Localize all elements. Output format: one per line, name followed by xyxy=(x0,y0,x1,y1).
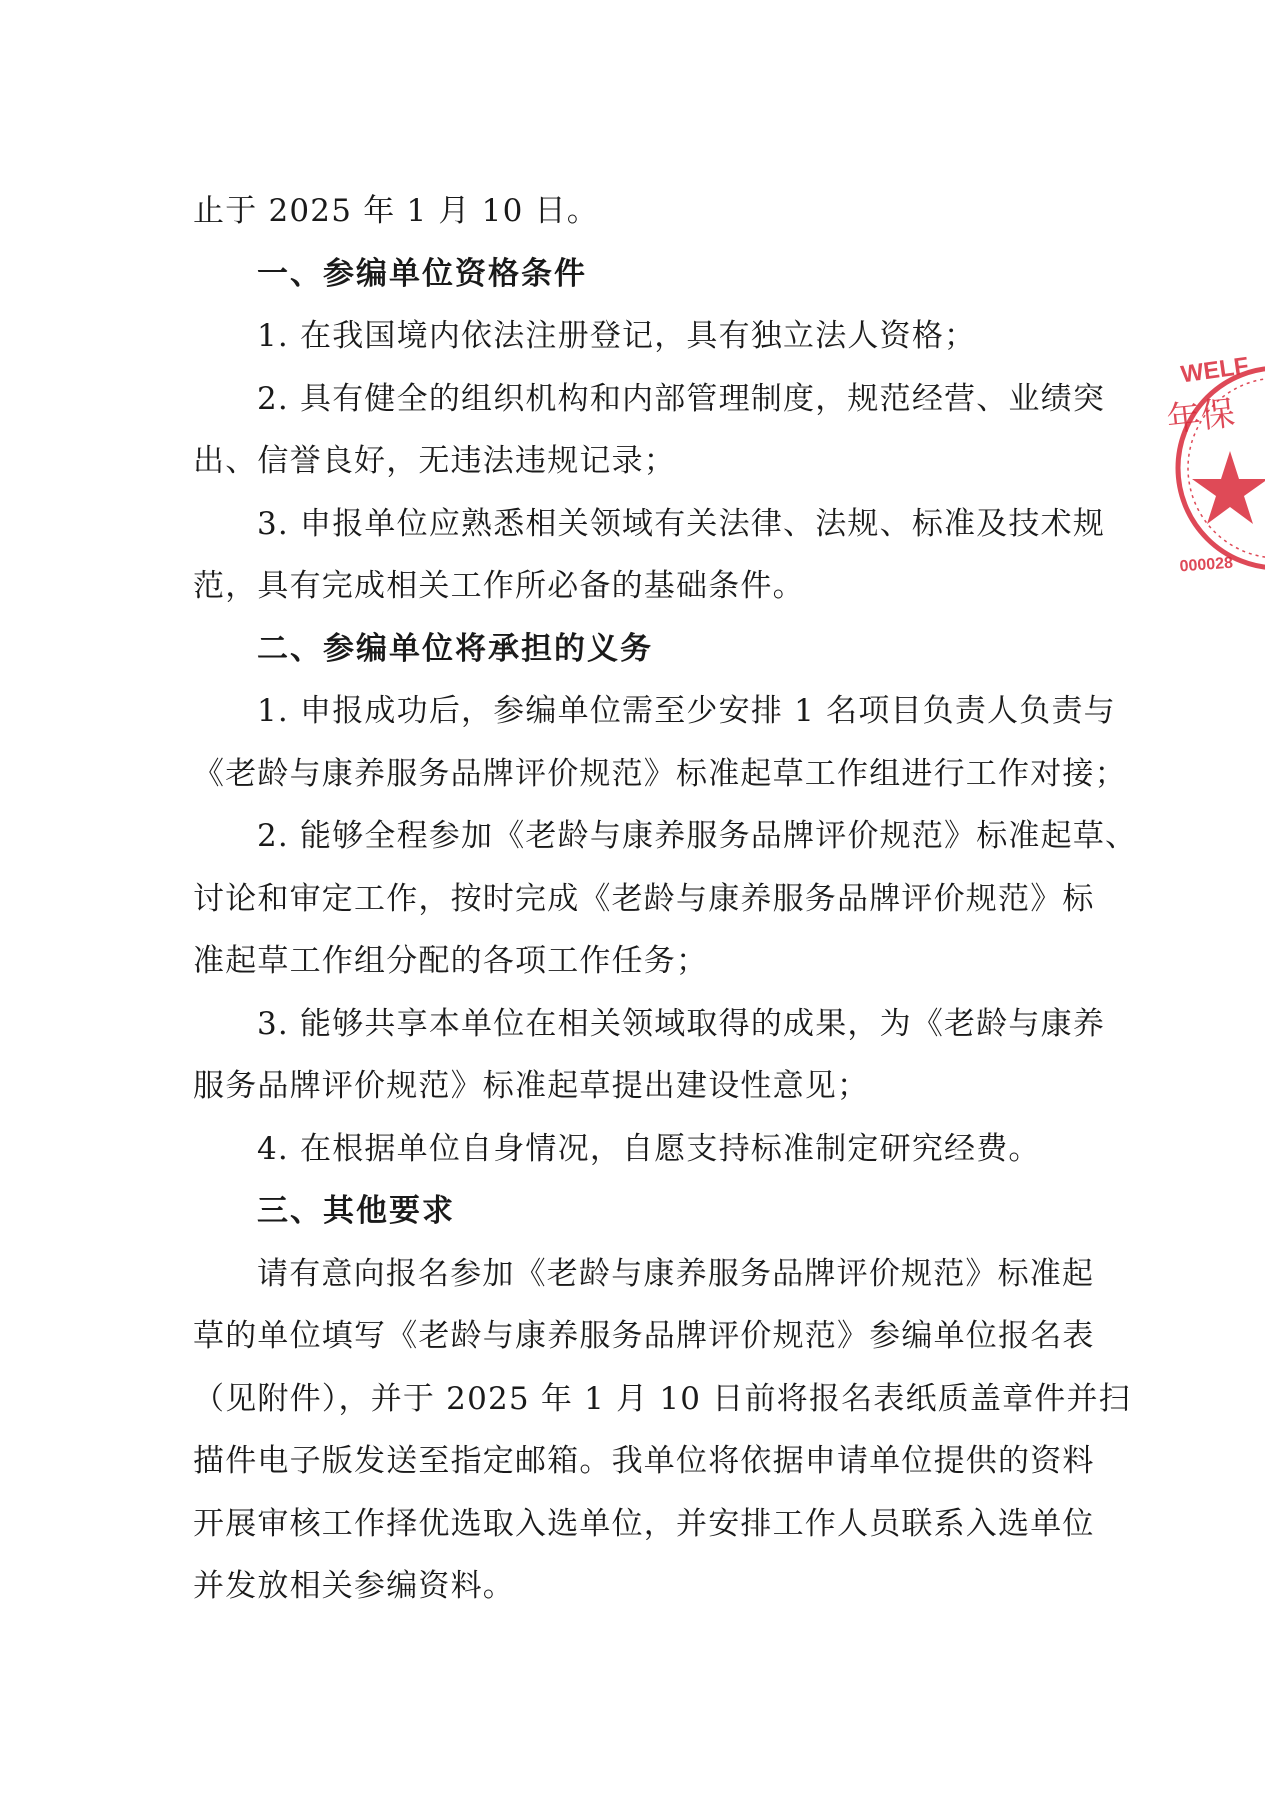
text-line: 讨论和审定工作，按时完成《老龄与康养服务品牌评价规范》标 xyxy=(193,880,1095,917)
star-icon xyxy=(1192,451,1265,524)
text-line: 准起草工作组分配的各项工作任务； xyxy=(193,943,709,979)
text-line: 请有意向报名参加《老龄与康养服务品牌评价规范》标准起 xyxy=(257,1255,1095,1292)
text-line: 出、信誉良好，无违法违规记录； xyxy=(193,443,676,479)
seal-bottom-code: 000028 xyxy=(1179,554,1234,576)
document-body xyxy=(193,180,1138,1618)
text-line: 开展审核工作择优选取入选单位，并安排工作人员联系入选单位 xyxy=(193,1505,1095,1542)
text-line: 4. 在根据单位自身情况，自愿支持标准制定研究经费。 xyxy=(257,1130,1041,1167)
text-line: 3. 申报单位应熟悉相关领域有关法律、法规、标准及技术规 xyxy=(257,505,1106,542)
text-line: （见附件），并于 2025 年 1 月 10 日前将报名表纸质盖章件并扫 xyxy=(193,1380,1131,1417)
text-line: 2. 能够全程参加《老龄与康养服务品牌评价规范》标准起草、 xyxy=(257,818,1138,854)
text-line: 3. 能够共享本单位在相关领域取得的成果，为《老龄与康养 xyxy=(257,1005,1106,1042)
section-heading-obligations: 二、参编单位将承担的义务 xyxy=(257,630,653,667)
text-line: 并发放相关参编资料。 xyxy=(193,1568,515,1604)
text-line: 草的单位填写《老龄与康养服务品牌评价规范》参编单位报名表 xyxy=(193,1318,1095,1354)
text-line: 《老龄与康养服务品牌评价规范》标准起草工作组进行工作对接； xyxy=(193,755,1127,792)
section-heading-qualifications: 一、参编单位资格条件 xyxy=(257,255,587,292)
section-heading-other-requirements: 三、其他要求 xyxy=(257,1193,455,1229)
text-line: 范，具有完成相关工作所必备的基础条件。 xyxy=(193,568,805,604)
text-line: 2. 具有健全的组织机构和内部管理制度，规范经营、业绩突 xyxy=(257,380,1106,417)
text-line: 1. 申报成功后，参编单位需至少安排 1 名项目负责人负责与 xyxy=(257,693,1116,729)
text-line: 止于 2025 年 1 月 10 日。 xyxy=(193,193,599,229)
text-line: 描件电子版发送至指定邮箱。我单位将依据申请单位提供的资料 xyxy=(193,1443,1095,1479)
text-line: 服务品牌评价规范》标准起草提出建设性意见； xyxy=(193,1068,870,1104)
seal-top-text: WELF xyxy=(1179,352,1251,389)
seal-middle-text: 年保 xyxy=(1164,393,1237,441)
text-line: 1. 在我国境内依法注册登记，具有独立法人资格； xyxy=(257,318,977,354)
official-seal xyxy=(1160,350,1265,650)
